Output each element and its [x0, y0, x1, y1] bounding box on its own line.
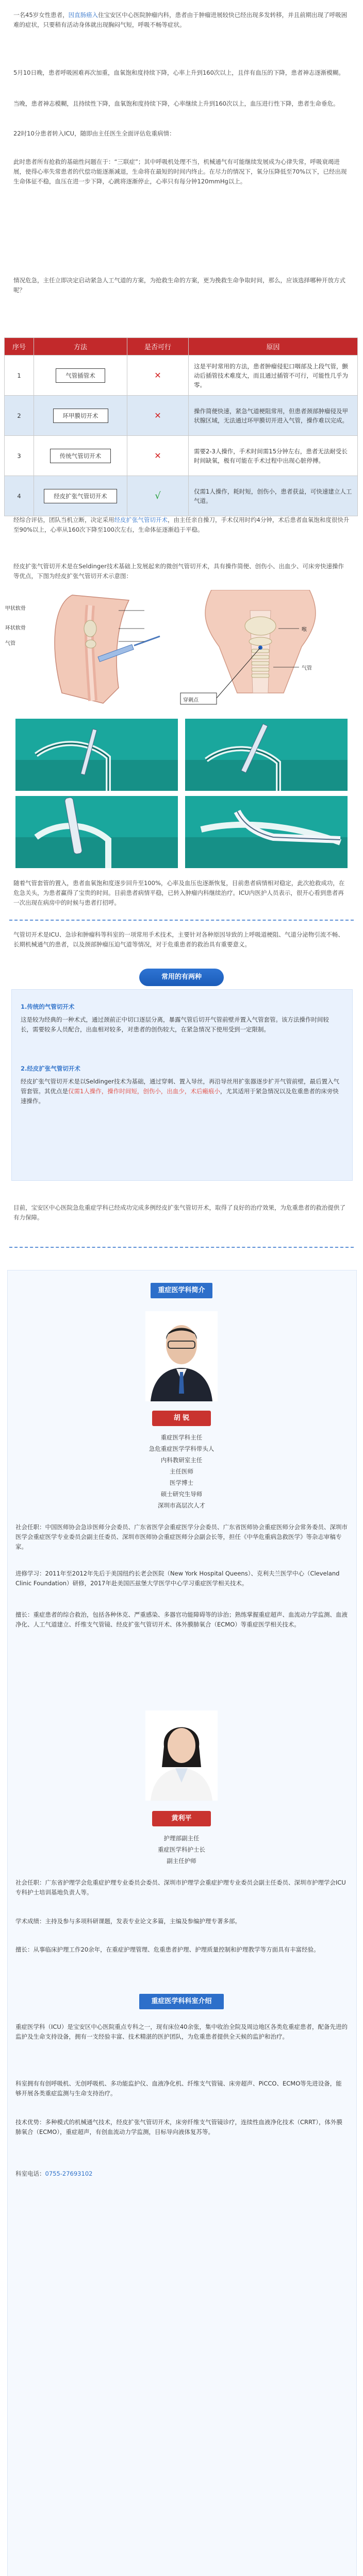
table-row: [5, 396, 358, 436]
table-header-num: 序号: [5, 338, 34, 355]
head-nurse-photo: [145, 1710, 218, 1801]
row-reason: 仅需1人操作，耗时短，创伤小，患者获益，可快速建立人工气道。: [189, 476, 358, 516]
row-reason: 操作简便快速，紧急气道梗阻常用，但患者颈部肿瘤侵及甲状腺区域，无法通过环甲膜切开进入气管，操作难以完成。: [189, 396, 358, 436]
cross-icon: ✕: [154, 411, 161, 420]
row-reason: 这是平时常用的方法，患者肿瘤侵犯口咽部及上段气管，颤动后插管技术难度大，而且通过插管不可行，可能性几乎为零。: [189, 355, 358, 396]
row-method: [34, 436, 127, 476]
director-role-7: 深圳市高层次人才: [158, 1502, 205, 1509]
cross-icon: ✕: [154, 451, 161, 461]
step-panel-1: [15, 719, 178, 791]
method-box: 经皮扩张气管切开术: [44, 489, 117, 503]
dept-phone-label: 科室电话：: [15, 2170, 45, 2177]
nurse-name: 黄利平: [152, 1811, 211, 1826]
intro-text-1a: 一名45岁女性患者，: [13, 11, 69, 19]
row-method: [34, 355, 127, 396]
intro-text-1b: 因直肠癌入: [68, 11, 98, 19]
knowledge-text-2a: 经皮扩张气管切开术是以Seldinger技术为基础，通过穿刺、置入导丝，再沿导丝用扩张器逐步扩开气管前壁，最后置入气管套管。其优点是: [21, 1078, 339, 1095]
intro-paragraph-2: 5月10日晚，患者呼吸困难再次加重，血氧饱和度持续下降，心率上升到160次以上，且伴有血压的下降，患者神志逐渐模糊。: [13, 69, 344, 76]
mid-text-1b: 经皮扩张气管切开术: [114, 516, 168, 523]
after-figure-paragraph-2: 气管切开术是ICU、急诊和肿瘤科等科室的一项常用手术技术，主要针对各种原因导致的上呼吸道梗阻、气道分泌物引流不畅、长期机械通气的患者，以及颈部肿瘤压迫气道等情况，对于危重患者的救治具有重要意义。: [13, 931, 344, 948]
intro-text-1c: 住宝安区中心医院肿瘤内科，患者由于肿瘤进展较快已经出现多发转移，并且前期出现了呼吸困难的症状，只要稍有活动身体就出现胸闷气短，呼吸不畅等症状。: [13, 11, 348, 28]
knowledge-text-2b: 仅需1人操作，操作时间短，创伤小，出血少，术后瘢痕小: [68, 1088, 220, 1095]
director-name: 胡 锐: [152, 1411, 211, 1426]
check-icon: √: [155, 490, 161, 501]
after-figure-paragraph-1: 随着气管套管的置入，患者血氧饱和度逐步回升至100%，心率及血压也逐渐恢复，目前患者病情相对稳定，此次抢救成功，在危急关头，为患者赢得了宝贵的时间。目前患者病情平稳，已转入肿瘤内科继续治疗。ICU内医护人员表示，很开心看到患者再一次出现在病房中的时候与患者打招呼。: [13, 879, 345, 906]
nurse-bio-1: 社会任职：广东省护理学会危重症护理专业委员会委员、深圳市护理学会重症护理专业委员会副主任委员、深圳市护理学会ICU专科护士培训基地负责人等。: [15, 1879, 346, 1896]
anatomy-illustration: [41, 590, 330, 708]
mid-text-1a: 经综合评估，团队当机立断，决定采用: [13, 516, 114, 523]
dashed-divider: [9, 920, 354, 921]
intro-paragraph-1: [13, 10, 350, 30]
table-row: [5, 476, 358, 516]
row-feasible: [127, 355, 189, 396]
row-reason: 需要2-3人操作，手术时间需15分钟左右，患者无法耐受长时间缺氧，极有可能在手术过程中出现心脏停搏。: [189, 436, 358, 476]
nurse-role-3: 副主任护师: [167, 1857, 196, 1865]
table-header-method: 方法: [34, 338, 127, 355]
knowledge-text-2: [21, 1077, 340, 1106]
nurse-role-2: 重症医学科护士长: [158, 1846, 205, 1853]
dept-paragraph-2: 科室拥有有创呼吸机、无创呼吸机、多功能监护仪、血液净化机、纤维支气管镜、床旁超声、PiCCO、ECMO等先进设备，能够开展各类重症监测与生命支持治疗。: [15, 2080, 342, 2097]
knowledge-text-1: 这是较为经典的一种术式，通过颈前正中切口逐层分离，暴露气管后切开气管前壁并置入气管套管。该方法操作时间较长，需要较多人员配合，出血相对较多，对患者的创伤较大，在紧急情况下使用受到一定限制。: [21, 1016, 329, 1033]
director-bio-2: 进修学习：2011年至2012年先后于美国纽约长老会医院（New York Hospital Queens）、克利夫兰医学中心（Cleveland Clinic Foundation）研修，2017年赴美国匹兹堡大学医学中心学习重症医学相关技术。: [15, 1570, 340, 1587]
table-header-row: [5, 338, 358, 355]
mid-paragraph-1: [13, 515, 350, 535]
label-trachea-left: 气管: [5, 641, 15, 647]
step-panel-2: [185, 719, 348, 791]
row-feasible: [127, 476, 189, 516]
nurse-bio-3: 擅长：从事临床护理工作20余年，在重症护理管理、危重患者护理、护理质量控制和护理教学等方面具有丰富经验。: [15, 1946, 320, 1953]
mid-paragraph-2: 经皮扩张气管切开术是在Seldinger技术基础上发展起来的微创气管切开术，具有操作简便、创伤小、出血少、可床旁快速操作等优点，下图为经皮扩张气管切开术示意图：: [13, 563, 344, 580]
knowledge-text-2c: ，尤其适用于紧急情况以及危重患者的床旁快速操作。: [21, 1088, 339, 1105]
row-method: [34, 476, 127, 516]
dept-phone: [15, 2169, 348, 2179]
table-row: [5, 436, 358, 476]
knowledge-heading-1: [21, 1002, 340, 1012]
label-throat: 喉: [302, 627, 307, 633]
step-panel-4: [185, 796, 348, 868]
dept-paragraph-3: 技术优势：多种模式的机械通气技术，经皮扩张气管切开术，床旁纤维支气管镜诊疗，连续性血液净化技术（CRRT），体外膜肺氧合（ECMO），重症超声，有创血流动力学监测，目标导向液体复苏等。: [15, 2119, 342, 2136]
airway-methods-table: [4, 337, 358, 516]
director-role-2: 急危重症医学学科带头人: [148, 1445, 214, 1452]
director-bio-1: 社会任职：中国医师协会急诊医师分会委员、广东省医学会重症医学分会委员、广东省医师协会重症医师分会常务委员、深圳市医学会重症医学专业委员会副主任委员、深圳市医师协会重症医师分会副会长等，担任《中华危重病急救医学》等杂志审稿专家。: [15, 1523, 348, 1550]
director-role-3: 内科教研室主任: [160, 1456, 203, 1464]
method-box: 环甲膜切开术: [53, 409, 108, 423]
dept-intro-title: 重症医学科科室介绍: [139, 1994, 224, 2009]
intro-paragraph-5: 此时患者所有抢救的基础性问题在于：“三联症”；其中呼吸机处理不当，机械通气有可能继续发展成为心律失常，呼吸衰竭进展，使得心率失常患者的代偿功能逐渐减退，生命将在最短的时间内终止。在尽力的情况下，氧分压降低至70%以下，已经出现生命体征不稳，血压在进一步下降，心跳将逐渐停止，心率只有每分钟120mmHg以上。: [13, 158, 347, 185]
dept-phone-number[interactable]: 0755-27693102: [45, 2170, 93, 2177]
intro-paragraph-4: 22时10分患者转入ICU，随即由主任医生全面评估危重病情：: [13, 130, 175, 137]
intro-paragraph-6: 情况危急，主任立即决定启动紧急人工气道的方案，为抢救生命的方案，更为挽救生命争取时间，那么，应该选择哪种开放方式呢？: [13, 277, 345, 294]
director-role-4: 主任医师: [170, 1468, 193, 1475]
director-role-6: 硕士研究生导师: [160, 1490, 203, 1498]
nurse-bio-2: 学术成绩：主持及参与多项科研课题，发表专业论文多篇，主编及参编护理专著多部。: [15, 1918, 241, 1925]
dept-paragraph-1: 重症医学科（ICU）是宝安区中心医院重点专科之一，现有床位40余张，集中收治全院及周边地区各类危重症患者，配备先进的监护及生命支持设备，拥有一支经验丰富、技术精湛的医护团队，为危重患者提供全天候的监护和治疗。: [15, 2023, 348, 2040]
method-box: 传统气管切开术: [50, 449, 111, 463]
row-method: [34, 396, 127, 436]
method-box: 气管插管术: [56, 368, 105, 383]
director-role-5: 医学博士: [170, 1479, 193, 1486]
label-trachea-right: 气管: [302, 666, 312, 671]
knowledge-heading-2-text: 2.经皮扩张气管切开术: [21, 1065, 80, 1072]
row-feasible: [127, 436, 189, 476]
director-bio-3: 擅长：重症患者的综合救治，包括各种休克、严重感染、多器官功能障碍等的诊治；熟练掌握重症超声、血流动力学监测、血液净化、人工气道建立、纤维支气管镜、经皮扩张气管切开术、体外膜肺氧合（ECMO）等重症医学相关技术。: [15, 1611, 348, 1628]
knowledge-heading-2: [21, 1064, 340, 1074]
intro-paragraph-3: 当晚，患者神志模糊，且持续性下降，血氧饱和度持续下降，心率继续上升到160次以上，血压进行性下降，患者生命垂危。: [13, 100, 339, 107]
team-section-title: 重症医学科简介: [151, 1283, 212, 1298]
director-photo: [145, 1311, 218, 1401]
mid-text-1c: ，由主任亲自操刀，手术仅用时约4分钟，术后患者血氧饱和度很快升至90%以上，心率从160次下降至100次左右，生命体征逐渐趋于平稳。: [13, 516, 350, 533]
cross-icon: ✕: [154, 370, 161, 380]
row-num: 2: [5, 396, 34, 436]
table-row: [5, 355, 358, 396]
knowledge-heading-1-text: 1.传统的气管切开术: [21, 1003, 75, 1010]
row-num: 3: [5, 436, 34, 476]
label-puncture-point: 穿刺点: [183, 698, 199, 703]
step-panel-3: [15, 796, 178, 868]
nurse-role-1: 护理部副主任: [163, 1835, 200, 1842]
label-thyroid-cartilage: 甲状软骨: [5, 606, 26, 612]
row-num: 1: [5, 355, 34, 396]
dashed-divider-2: [9, 1247, 354, 1248]
director-role-1: 重症医学科主任: [160, 1434, 203, 1441]
procedure-steps-illustration: [15, 719, 348, 868]
row-num: 4: [5, 476, 34, 516]
label-cricoid-cartilage: 环状软骨: [5, 625, 26, 631]
table-header-reason: 原因: [189, 338, 358, 355]
closing-paragraph: 目前，宝安区中心医院急危重症学科已经成功完成多例经皮扩张气管切开术，取得了良好的治疗效果，为危重患者的救治提供了有力保障。: [13, 1204, 345, 1221]
table-header-feasible: 是否可行: [127, 338, 189, 355]
row-feasible: [127, 396, 189, 436]
knowledge-section-title: 常用的有两种: [139, 969, 224, 986]
